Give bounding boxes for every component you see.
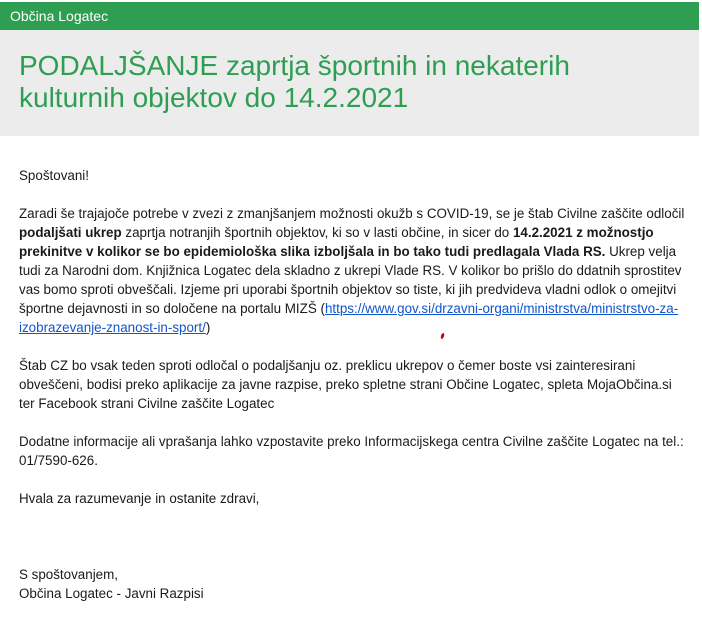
sender-bar: [0, 2, 699, 30]
paragraph-contact: Dodatne informacije ali vprašanja lahko vzpostavite preko Informacijskega centra Civilne zaščite Logatec na tel.: 01/7590-626.: [19, 434, 684, 468]
bold-text: 14.2.2021 z možnostjo prekinitve v kolikor se bo epidemiološka slika izboljšala in bo tako tudi predlagala Vlada RS.: [19, 225, 654, 259]
signature: Občina Logatec - Javni Razpisi: [19, 586, 204, 601]
greeting: Spoštovani!: [19, 168, 89, 183]
mizs-portal-link[interactable]: https://www.gov.si/drzavni-organi/ministrstva/ministrstvo-za-izobrazevanje-znanost-in-sport/: [19, 301, 679, 335]
paragraph-text: Ukrep velja tudi za Narodni dom. Knjižnica Logatec dela skladno z ukrepi Vlade RS. V kolikor bo prišlo do ddatnih sprostitev vas bomo sproti obveščali. Izjeme pri uporabi športnih objektov so tiste, ki jih predvideva vladni odlok o omejitvi športne dejavnosti in so določene na portalu MIZŠ (: [19, 244, 682, 316]
paragraph-thanks: Hvala za razumevanje in ostanite zdravi,: [19, 491, 260, 506]
email-body: [19, 166, 687, 603]
paragraph-text: zaprtja notranjih športnih objektov, ki so v lasti občine, in sicer do: [121, 225, 513, 240]
paragraph-updates: Štab CZ bo vsak teden sproti odločal o podaljšanju oz. preklicu ukrepov o čemer boste vsi zainteresirani obveščeni, bodisi preko aplikacije za javne razpise, preko spletne strani Občine Logatec, spleta MojaObčina.si ter Facebook strani Civilne zaščite Logatec: [19, 358, 672, 411]
paragraph-announcement: [19, 204, 687, 337]
bold-text: podaljšati ukrep: [19, 225, 122, 240]
closing: S spoštovanjem,: [19, 567, 118, 582]
paragraph-text: Zaradi še trajajoče potrebe v zvezi z zmanjšanjem možnosti okužb s COVID-19, se je štab Civilne zaščite odločil: [19, 206, 685, 221]
sender-name: Občina Logatec: [10, 8, 109, 24]
email-header: [0, 30, 699, 136]
email-title: PODALJŠANJE zaprtja športnih in nekaterih kulturnih objektov do 14.2.2021: [19, 50, 570, 113]
paragraph-text: ): [205, 320, 211, 335]
